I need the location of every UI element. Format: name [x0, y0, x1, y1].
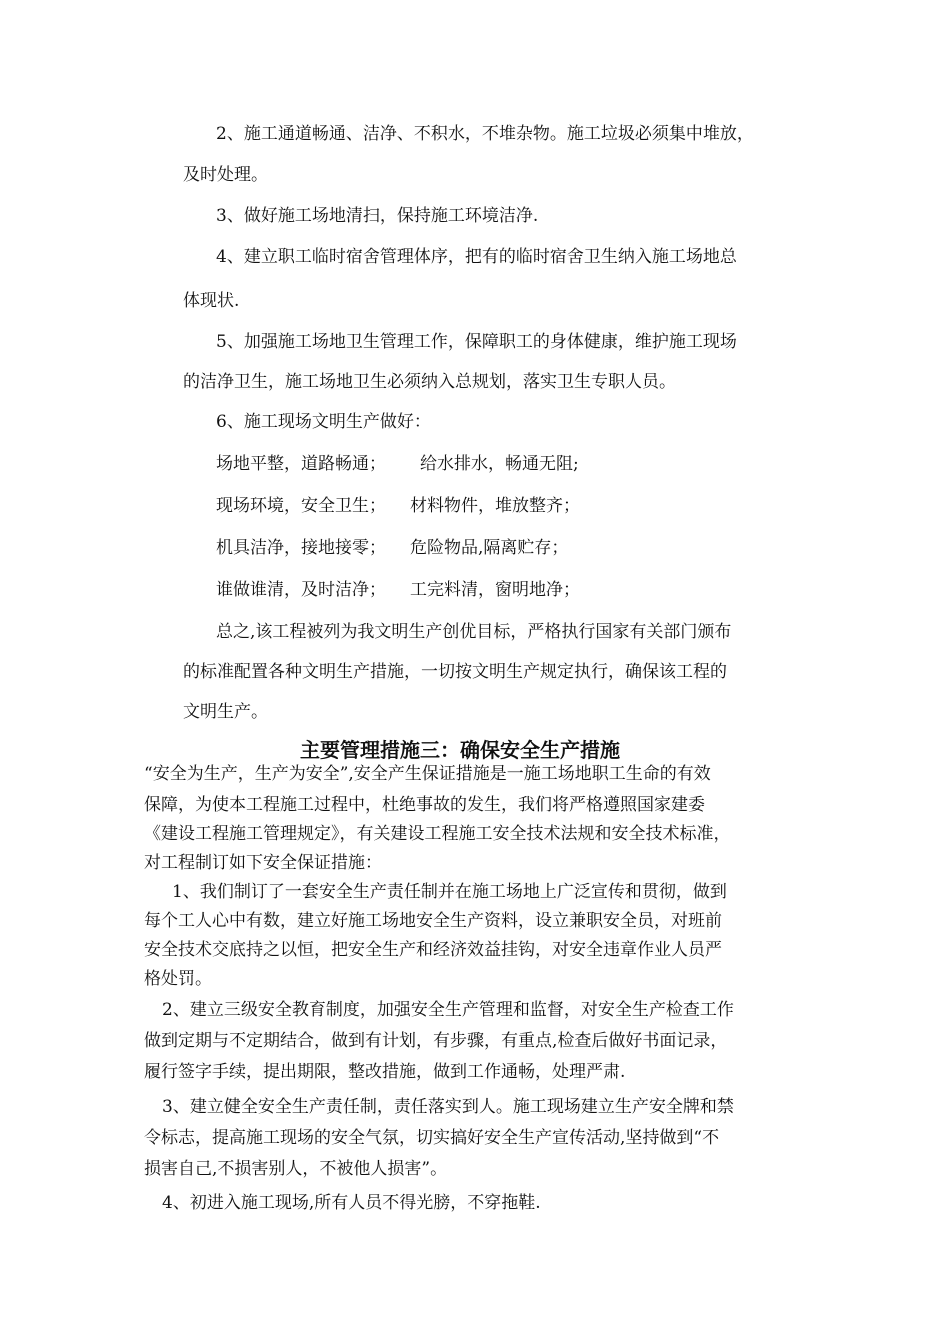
paragraph-line: 体现状.: [183, 291, 240, 311]
paragraph-line: 每个工人心中有数，建立好施工场地安全生产资料，设立兼职安全员，对班前: [144, 911, 722, 931]
slogan-right: 材料物件，堆放整齐；: [410, 496, 580, 516]
slogan-left: 场地平整，道路畅通；: [216, 454, 386, 474]
paragraph-line: 2、施工通道畅通、洁净、不积水，不堆杂物。施工垃圾必须集中堆放，: [216, 124, 754, 144]
slogan-right: 危险物品,隔离贮存；: [410, 538, 569, 558]
slogan-right: 工完料清，窗明地净；: [410, 580, 580, 600]
paragraph-line: 的标准配置各种文明生产措施，一切按文明生产规定执行，确保该工程的: [183, 662, 727, 682]
paragraph-line: 6、施工现场文明生产做好：: [216, 412, 431, 432]
slogan-right: 给水排水，畅通无阻;: [420, 454, 579, 474]
section-heading: 主要管理措施三：确保安全生产措施: [300, 738, 620, 762]
paragraph-line: 《建设工程施工管理规定》，有关建设工程施工安全技术法规和安全技术标准，: [144, 824, 731, 844]
paragraph-line: 总之,该工程被列为我文明生产创优目标，严格执行国家有关部门颁布: [216, 622, 732, 642]
paragraph-line: 及时处理。: [183, 165, 268, 185]
paragraph-line: 3、做好施工场地清扫，保持施工环境洁净.: [216, 206, 539, 226]
paragraph-line: 履行签字手续，提出期限，整改措施，做到工作通畅，处理严肃.: [144, 1062, 626, 1082]
paragraph-line: 安全技术交底持之以恒，把安全生产和经济效益挂钩，对安全违章作业人员严: [144, 940, 722, 960]
paragraph-line: 的洁净卫生，施工场地卫生必须纳入总规划，落实卫生专职人员。: [183, 372, 676, 392]
paragraph-line: 5、加强施工场地卫生管理工作，保障职工的身体健康，维护施工现场: [216, 332, 737, 352]
paragraph-line: 4、初进入施工现场,所有人员不得光膀，不穿拖鞋.: [162, 1193, 541, 1213]
paragraph-line: 格处罚。: [144, 969, 212, 989]
slogan-left: 机具洁净，接地接零；: [216, 538, 386, 558]
paragraph-line: “安全为生产，生产为安全”,安全产生保证措施是一施工场地职工生命的有效: [144, 764, 711, 784]
paragraph-line: 3、建立健全安全生产责任制，责任落实到人。施工现场建立生产安全牌和禁: [162, 1097, 734, 1117]
paragraph-line: 保障，为使本工程施工过程中，杜绝事故的发生，我们将严格遵照国家建委: [144, 795, 705, 815]
paragraph-line: 令标志，提高施工现场的安全气氛，切实搞好安全生产宣传活动,坚持做到“不: [144, 1128, 720, 1148]
slogan-left: 谁做谁清，及时洁净；: [216, 580, 386, 600]
paragraph-line: 2、建立三级安全教育制度，加强安全生产管理和监督，对安全生产检查工作: [162, 1000, 734, 1020]
paragraph-line: 4、建立职工临时宿舍管理体序，把有的临时宿舍卫生纳入施工场地总: [216, 247, 737, 267]
slogan-row: [216, 578, 580, 602]
paragraph-line: 损害自己,不损害别人，不被他人损害”。: [144, 1159, 448, 1179]
paragraph-line: 对工程制订如下安全保证措施：: [144, 853, 382, 873]
paragraph-line: 做到定期与不定期结合，做到有计划，有步骤，有重点,检查后做好书面记录，: [144, 1031, 728, 1051]
paragraph-line: 文明生产。: [183, 702, 268, 722]
slogan-row: [216, 536, 568, 560]
paragraph-line: 1、我们制订了一套安全生产责任制并在施工场地上广泛宣传和贯彻，做到: [172, 882, 727, 902]
slogan-left: 现场环境，安全卫生；: [216, 496, 386, 516]
slogan-row: [216, 452, 579, 476]
slogan-row: [216, 494, 580, 518]
